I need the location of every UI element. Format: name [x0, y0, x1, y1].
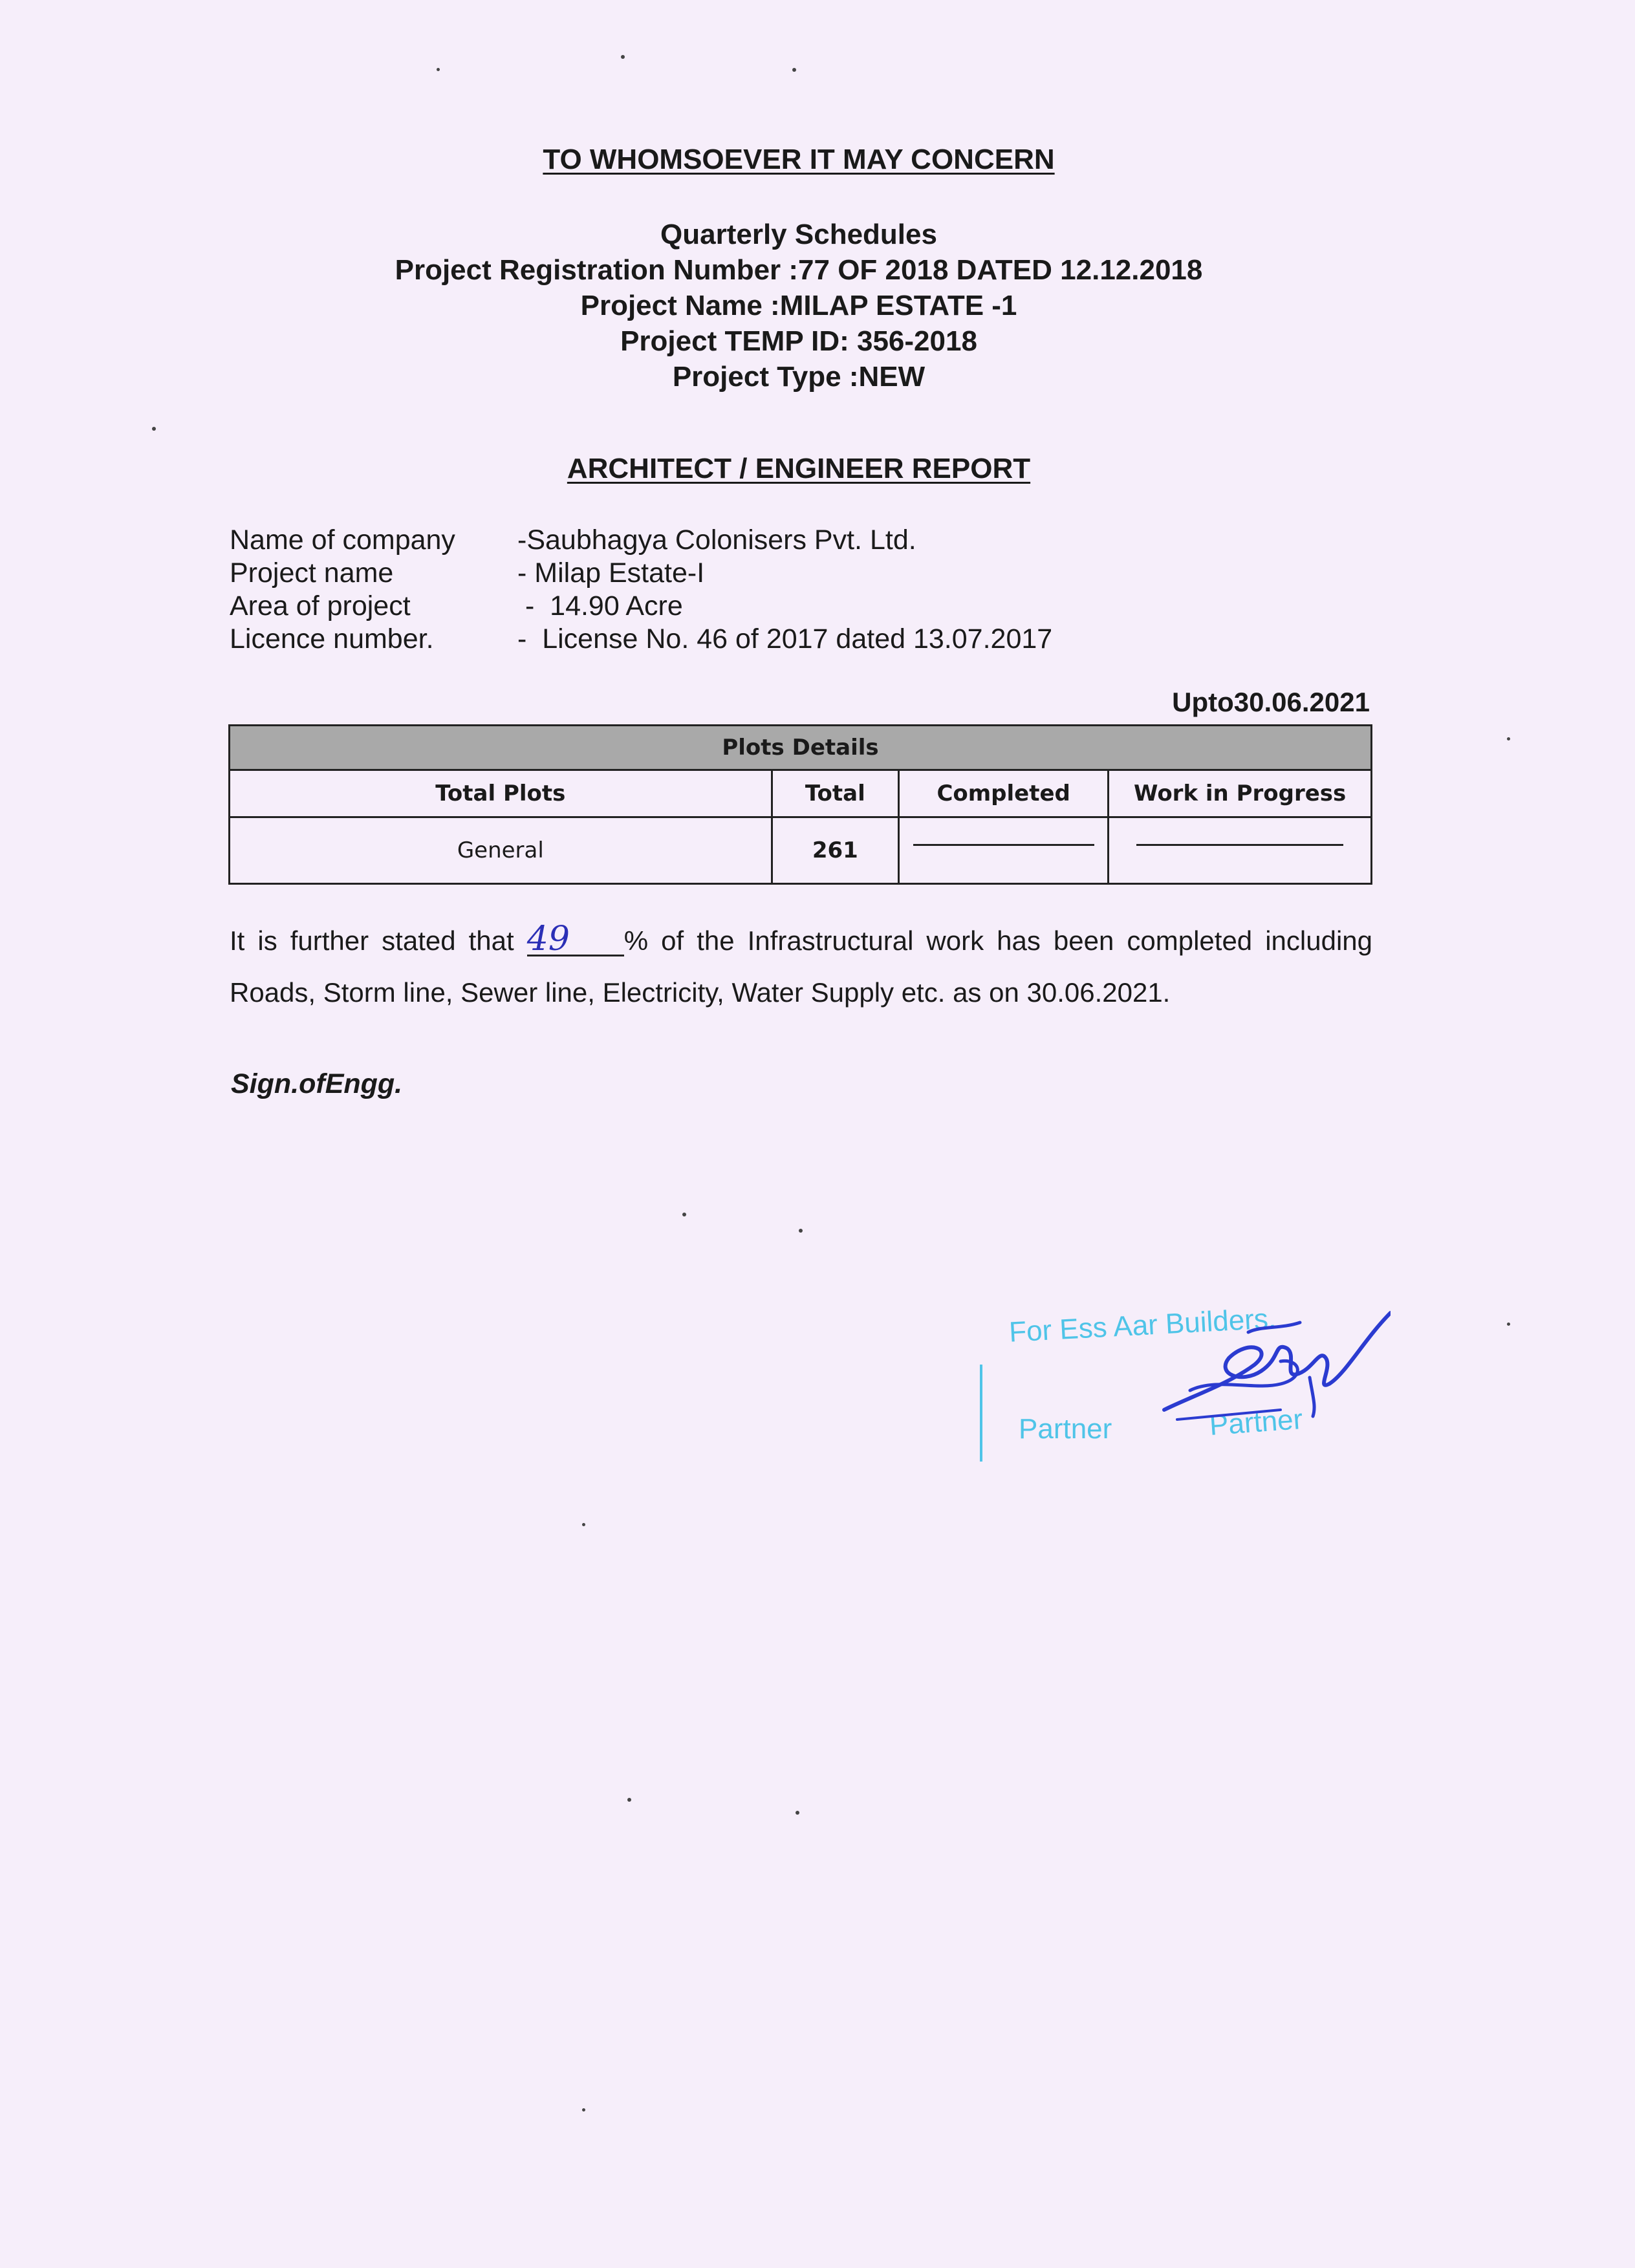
- project-info: [230, 524, 1052, 656]
- upto-date: Upto30.06.2021: [1172, 687, 1370, 717]
- cell-category: General: [230, 817, 772, 884]
- plots-table-title: Plots Details: [230, 726, 1372, 770]
- schedule-block: [0, 217, 1597, 394]
- cell-completed: [899, 817, 1109, 884]
- scan-speck: [582, 2108, 585, 2111]
- info-value: - License No. 46 of 2017 dated 13.07.2017: [517, 623, 1053, 654]
- project-temp-id: Project TEMP ID: 356-2018: [620, 325, 977, 357]
- scan-speck: [627, 1798, 631, 1802]
- concern-heading: TO WHOMSOEVER IT MAY CONCERN: [543, 144, 1055, 175]
- blank-line: [913, 844, 1094, 846]
- info-row-project-name: [230, 557, 1052, 590]
- cell-work-in-progress: [1109, 817, 1372, 884]
- info-label: Project name: [230, 557, 394, 589]
- scan-speck: [792, 68, 796, 72]
- stamp-bar: [980, 1365, 982, 1462]
- statement-after: % of the Infrastructural work has been completed including Roads, Storm line, Sewer line, Electricity, Water Supply etc. as on 30.06.2021.: [230, 925, 1372, 1008]
- table-row: [230, 817, 1372, 884]
- completion-statement: [230, 915, 1372, 1019]
- stamp-partner-right: Partner: [1208, 1403, 1304, 1442]
- plots-table: [228, 724, 1372, 885]
- stamp-firm-name: For Ess Aar Builders.: [1008, 1302, 1277, 1348]
- info-value: - 14.90 Acre: [517, 590, 683, 621]
- info-label: Licence number.: [230, 623, 434, 654]
- info-label: Name of company: [230, 524, 455, 556]
- scan-speck: [582, 1523, 585, 1526]
- sign-label: Sign.ofEngg.: [231, 1068, 403, 1099]
- scan-speck: [152, 427, 156, 431]
- company-stamp: [970, 1287, 1391, 1481]
- info-label: Area of project: [230, 590, 411, 621]
- blank-line: [1136, 844, 1343, 846]
- scan-speck: [799, 1229, 803, 1233]
- header-work-in-progress: Work in Progress: [1109, 770, 1372, 817]
- schedule-title: Quarterly Schedules: [660, 219, 937, 250]
- report-heading: ARCHITECT / ENGINEER REPORT: [567, 453, 1031, 484]
- statement-before: It is further stated that: [230, 925, 514, 956]
- scan-speck: [682, 1213, 686, 1216]
- registration-number: Project Registration Number :77 OF 2018 DATED 12.12.2018: [395, 254, 1203, 286]
- scan-speck: [621, 55, 625, 59]
- info-row-licence: [230, 623, 1052, 656]
- header-total-plots: Total Plots: [230, 770, 772, 817]
- signature-icon: [1151, 1287, 1391, 1442]
- scan-speck: [796, 1811, 799, 1815]
- info-row-company: [230, 524, 1052, 557]
- scan-speck: [1507, 737, 1510, 740]
- header-completed: Completed: [899, 770, 1109, 817]
- info-value: - Milap Estate-I: [517, 557, 705, 589]
- handwritten-percent: 49: [527, 923, 624, 956]
- header-total: Total: [772, 770, 898, 817]
- project-name-line: Project Name :MILAP ESTATE -1: [580, 290, 1017, 321]
- info-row-area: [230, 590, 1052, 623]
- project-type: Project Type :NEW: [672, 361, 926, 393]
- scan-speck: [437, 68, 440, 71]
- cell-total: 261: [772, 817, 898, 884]
- stamp-partner-left: Partner: [1019, 1413, 1112, 1445]
- scan-speck: [1507, 1323, 1510, 1326]
- info-value: -Saubhagya Colonisers Pvt. Ltd.: [517, 524, 916, 556]
